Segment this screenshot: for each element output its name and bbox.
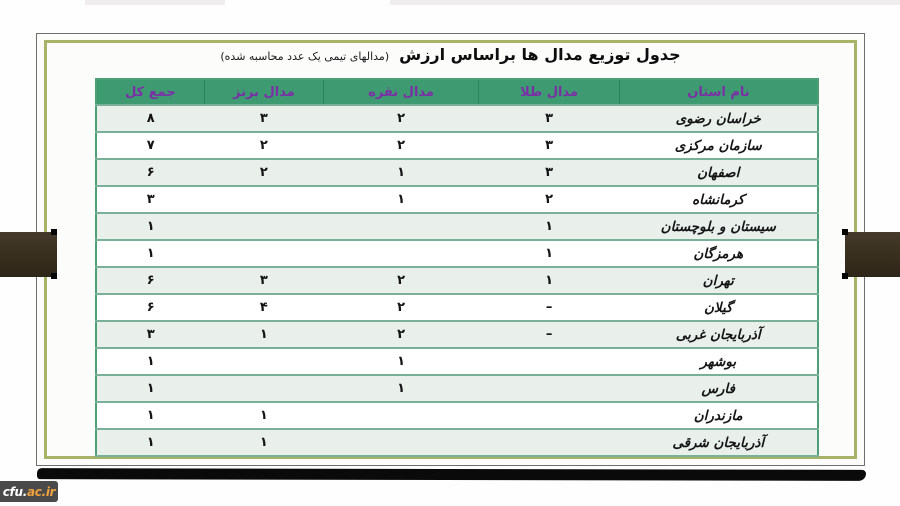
cell-bronze: ۳ [204,105,323,132]
right-ribbon-block[interactable] [845,232,900,277]
header-gold-medal: مدال طلا [479,79,620,105]
cell-total: ۱ [96,375,204,402]
cell-bronze: ۱ [204,429,323,456]
table-header-row [96,79,818,105]
cell-gold: – [479,294,620,321]
cell-gold: ۲ [479,186,620,213]
cell-gold [479,402,620,429]
cell-name: اصفهان [619,159,818,186]
cell-bronze [204,375,323,402]
cell-silver [323,402,478,429]
cell-silver [323,240,478,267]
cell-bronze: ۱ [204,402,323,429]
cell-silver [323,213,478,240]
medal-distribution-table [95,78,819,457]
cell-bronze [204,348,323,375]
cell-gold: ۳ [479,132,620,159]
cell-bronze: ۲ [204,159,323,186]
cfu-logo-prefix: cfu. [2,484,27,499]
cell-gold: ۳ [479,105,620,132]
header-total: جمع کل [96,79,204,105]
cell-name: سیستان و بلوچستان [619,213,818,240]
cell-name: سازمان مرکزی [619,132,818,159]
cell-gold: – [479,321,620,348]
cell-total: ۶ [96,294,204,321]
top-edge-strip-right [390,0,900,5]
cell-total: ۱ [96,348,204,375]
cell-bronze [204,186,323,213]
cell-name: آذربایجان شرقی [619,429,818,456]
cell-name: بوشهر [619,348,818,375]
cell-gold: ۳ [479,159,620,186]
presentation-slide [36,33,865,466]
cell-name: هرمزگان [619,240,818,267]
table-row [96,105,818,132]
cell-silver: ۲ [323,267,478,294]
cell-bronze: ۱ [204,321,323,348]
table-row [96,186,818,213]
cell-bronze [204,240,323,267]
table-row [96,213,818,240]
cell-total: ۷ [96,132,204,159]
selection-handle[interactable] [51,273,57,279]
slide-subtitle: (مدالهای تیمی یک عدد محاسبه شده) [220,50,390,63]
table-row [96,348,818,375]
cell-total: ۱ [96,429,204,456]
cell-bronze [204,213,323,240]
cell-total: ۳ [96,321,204,348]
cell-gold [479,429,620,456]
table-row [96,267,818,294]
cfu-logo-suffix: ac.ir [26,484,56,499]
selection-handle[interactable] [842,273,848,279]
cell-total: ۶ [96,159,204,186]
cell-name: تهران [619,267,818,294]
table-row [96,132,818,159]
header-province: نام استان [619,79,818,105]
cell-silver: ۱ [323,348,478,375]
cell-silver: ۱ [323,159,478,186]
cell-name: فارس [619,375,818,402]
selection-handle[interactable] [842,229,848,235]
cell-name: مازندران [619,402,818,429]
cell-silver [323,429,478,456]
table-row [96,321,818,348]
cell-total: ۱ [96,213,204,240]
cell-bronze: ۳ [204,267,323,294]
cell-bronze: ۲ [204,132,323,159]
bottom-black-bar [37,468,866,481]
cell-total: ۸ [96,105,204,132]
cell-name: آذربایجان غربی [619,321,818,348]
selection-handle[interactable] [51,229,57,235]
cell-silver: ۱ [323,186,478,213]
cell-silver: ۲ [323,294,478,321]
cell-silver: ۲ [323,132,478,159]
cell-gold [479,375,620,402]
header-silver-medal: مدال نقره [323,79,478,105]
cell-name: خراسان رضوی [619,105,818,132]
table-row [96,375,818,402]
cell-total: ۱ [96,402,204,429]
table-row [96,294,818,321]
cell-bronze: ۴ [204,294,323,321]
cell-total: ۱ [96,240,204,267]
table-row [96,429,818,456]
medal-table-body [96,105,818,456]
top-edge-strip-left [85,0,225,5]
table-row [96,159,818,186]
cell-gold: ۱ [479,267,620,294]
cfu-logo[interactable] [0,481,58,502]
header-bronze-medal: مدال برنز [204,79,323,105]
cell-name: گیلان [619,294,818,321]
cell-total: ۶ [96,267,204,294]
left-ribbon-block[interactable] [0,232,57,277]
cell-silver: ۲ [323,105,478,132]
cell-name: کرمانشاه [619,186,818,213]
cell-total: ۳ [96,186,204,213]
table-row [96,402,818,429]
cell-silver: ۱ [323,375,478,402]
cell-gold: ۱ [479,240,620,267]
slide-title-row [37,45,864,64]
cell-gold: ۱ [479,213,620,240]
table-row [96,240,818,267]
slide-title: جدول توزیع مدال ها براساس ارزش [399,45,681,64]
cell-gold [479,348,620,375]
cell-silver: ۲ [323,321,478,348]
